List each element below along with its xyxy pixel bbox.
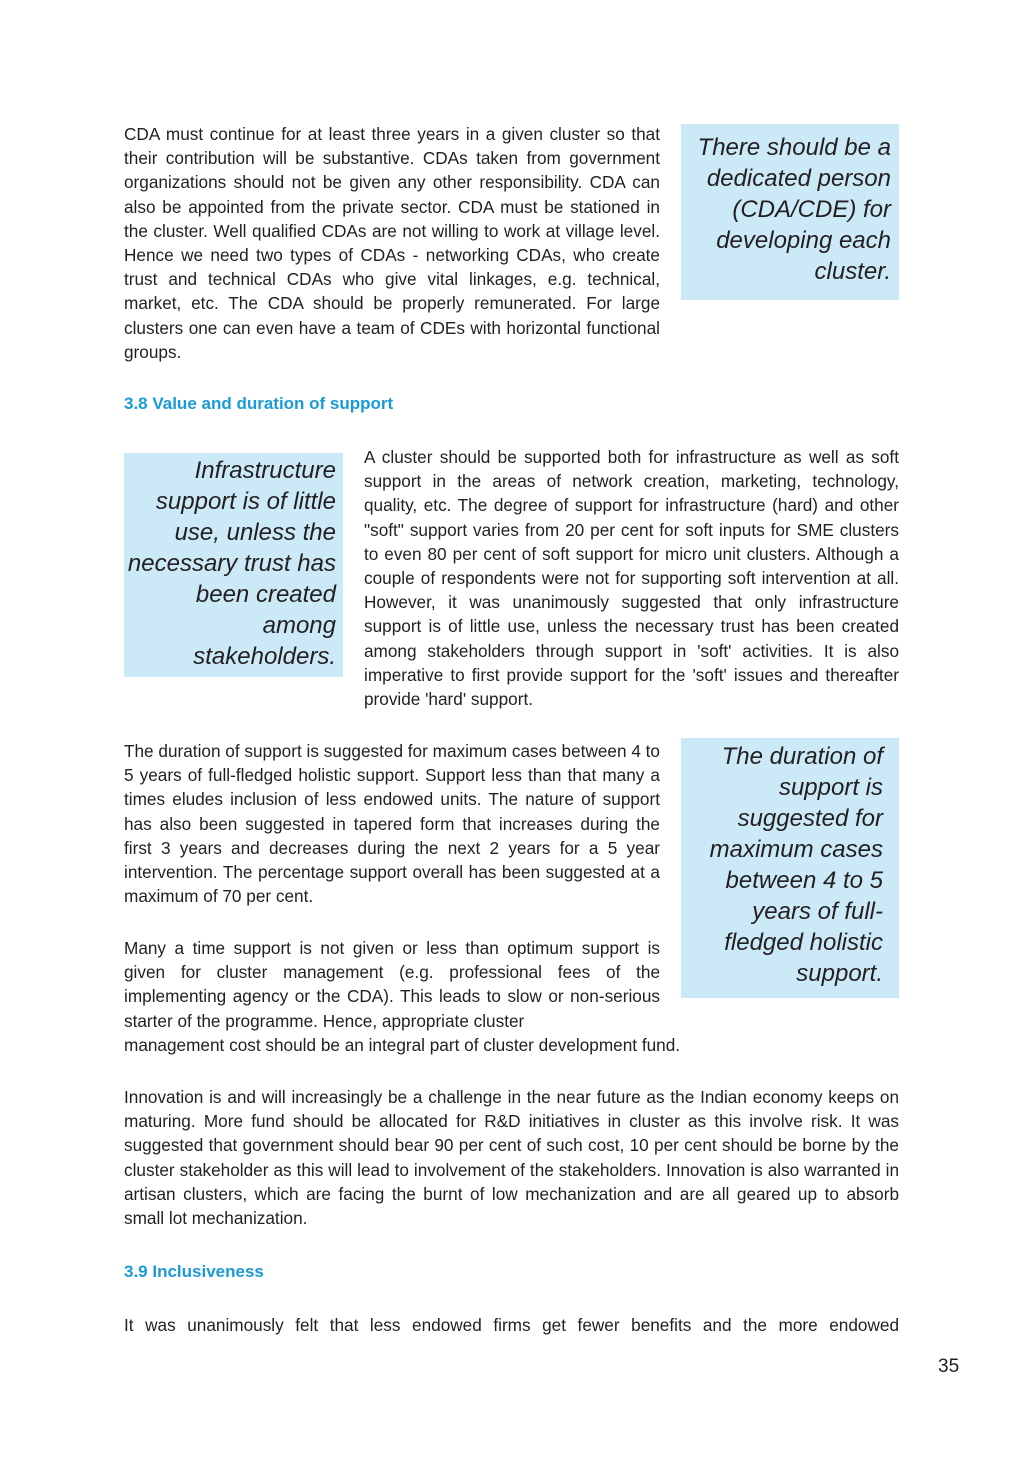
paragraph-innovation: Innovation is and will increasingly be a challenge in the near future as the Indian economy keeps on maturing. More fund should be allocated for R&D initiatives in cluster as this involve risk. It was suggested that government should bear 90 per cent of such cost, 10 per cent should be borne by the cluster stakeholder as this will lead to involvement of the stakeholders. Innovation is also warranted in artisan clusters, which are facing the burnt of low mechanization and are all geared up to absorb small lot mechanization. [124,1087,899,1229]
callout-dedicated-person [681,124,899,300]
callout-line: developing each [716,227,891,254]
paragraph-cluster-management: Many a time support is not given or less than optimum support is given for cluster management (e.g. professional fees of the implementing agency or the CDA). This leads to slow or non-serious starter of the programme. Hence, appropriate cluster [124,938,660,1031]
callout-line: There should be a [697,134,891,161]
callout-line: maximum cases [709,836,883,863]
callout-line: support is [778,774,883,801]
callout-infrastructure-support [124,453,343,677]
callout-line: necessary trust has [127,550,336,577]
callout-line: Infrastructure [194,457,336,484]
callout-line: between 4 to 5 [725,867,883,894]
callout-line: support is of little [155,488,336,515]
page-number: 35 [938,1356,960,1377]
callout-line: cluster. [814,258,891,285]
callout-line: among [262,612,336,639]
paragraph-support-duration: The duration of support is suggested for maximum cases between 4 to 5 years of full-fledged holistic support. Support less than that many a times eludes inclusion of less endowed units. The nature of support has also been suggested in tapered form that increases during the first 3 years and decreases during the next 2 years for a 5 year intervention. The percentage support overall has been suggested at a maximum of 70 per cent. [124,741,660,907]
section-heading-3-9: 3.9 Inclusiveness [124,1262,264,1281]
callout-line: years of full- [752,898,883,925]
callout-line: suggested for [737,805,883,832]
section-heading-3-8: 3.8 Value and duration of support [124,394,394,413]
callout-line: support. [796,960,883,987]
paragraph-support-types: A cluster should be supported both for infrastructure as well as soft support in the areas of network creation, marketing, technology, quality, etc. The degree of support for infrastructure (hard) and other "soft" support varies from 20 per cent for soft inputs for SME clusters to even 80 per cent of soft support for micro unit clusters. Although a couple of respondents were not for supporting soft intervention at all. However, it was unanimously suggested that only infrastructure support is of little use, unless the necessary trust has been created among stakeholders through support in 'soft' activities. It is also imperative to first provide support for the 'soft' issues and thereafter provide 'hard' support. [364,447,899,710]
callout-line: dedicated person [706,165,891,192]
callout-line: The duration of [721,743,883,770]
callout-line: stakeholders. [193,643,336,670]
callout-line: been created [195,581,336,608]
paragraph-cda-tenure: CDA must continue for at least three years in a given cluster so that their contribution will be substantive. CDAs taken from government organizations should not be given any other responsibility. CDA can also be appointed from the private sector. CDA must be stationed in the cluster. Well qualified CDAs are not willing to work at village level. Hence we need two types of CDAs - networking CDAs, who create trust and technical CDAs who give vital linkages, e.g. technical, market, etc. The CDA should be properly remunerated. For large clusters one can even have a team of CDEs with horizontal functional groups. [124,124,660,362]
callout-line: fledged holistic [724,929,883,956]
callout-line: (CDA/CDE) for [732,196,891,223]
callout-support-duration [681,738,899,998]
paragraph-cluster-management-end: management cost should be an integral part of cluster development fund. [124,1035,681,1055]
callout-line: use, unless the [174,519,336,546]
paragraph-inclusiveness: It was unanimously felt that less endowed firms get fewer benefits and the more endowed [124,1315,899,1335]
